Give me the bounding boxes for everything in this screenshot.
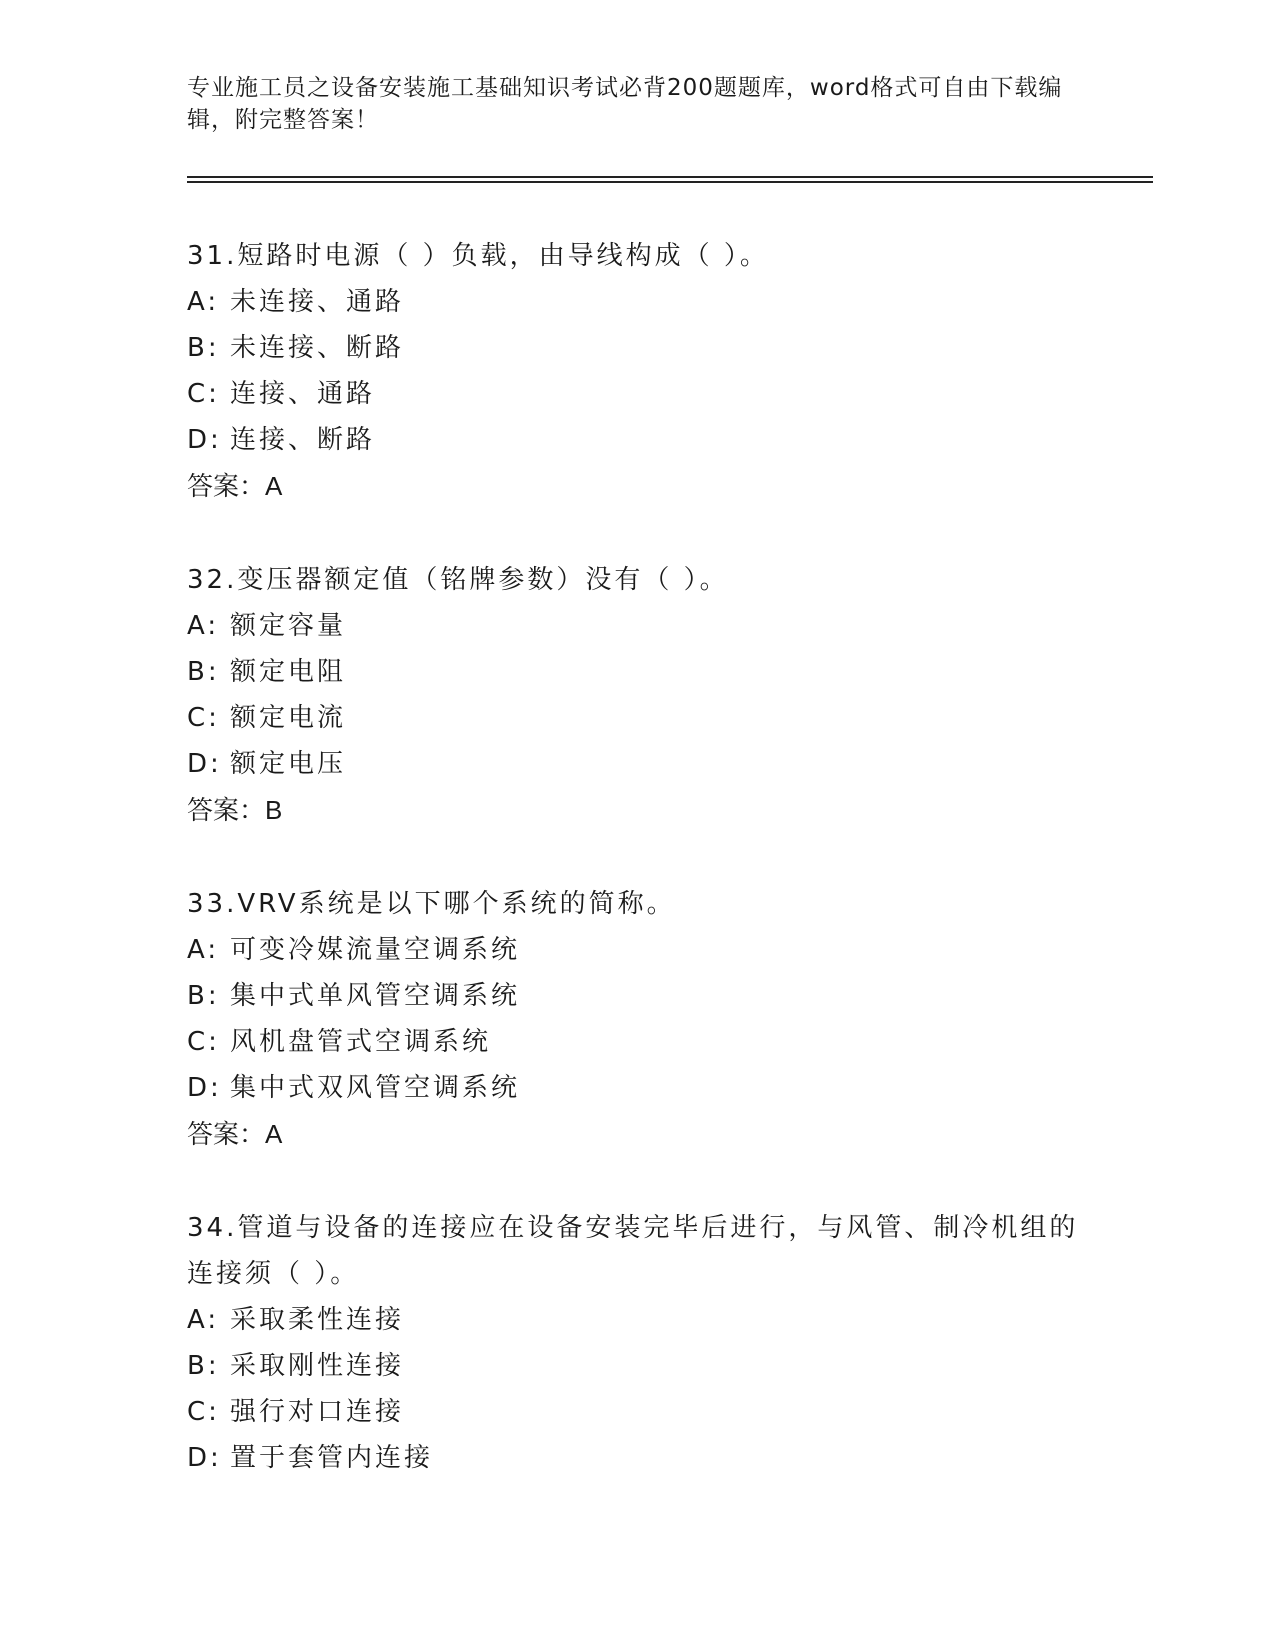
option-letter: B:	[187, 333, 220, 363]
header-divider-bottom	[187, 181, 1153, 183]
question-34	[187, 1205, 1087, 1481]
option-a	[187, 927, 1087, 973]
question-31	[187, 233, 1087, 509]
option-text: 集中式单风管空调系统	[230, 981, 521, 1011]
option-letter: C:	[187, 379, 220, 409]
option-b	[187, 649, 1087, 695]
option-text: 风机盘管式空调系统	[230, 1027, 492, 1057]
answer-text: 答案：B	[187, 795, 283, 825]
option-text: 额定电阻	[230, 657, 347, 687]
option-letter: A:	[187, 935, 220, 965]
question-stem: 33.VRV系统是以下哪个系统的简称。	[187, 889, 676, 919]
option-letter: D:	[187, 749, 222, 779]
option-letter: D:	[187, 1443, 222, 1473]
option-c	[187, 1019, 1087, 1065]
option-letter: A:	[187, 611, 220, 641]
option-letter: B:	[187, 1351, 220, 1381]
document-title: 专业施工员之设备安装施工基础知识考试必背200题题库，word格式可自由下载编辑，附完整答案！	[187, 75, 1063, 133]
option-letter: C:	[187, 1397, 220, 1427]
option-b	[187, 973, 1087, 1019]
option-text: 连接、断路	[230, 425, 376, 455]
question-stem: 32.变压器额定值（铭牌参数）没有（ ）。	[187, 565, 729, 595]
option-text: 额定电流	[230, 703, 347, 733]
option-text: 额定容量	[230, 611, 347, 641]
option-letter: A:	[187, 1305, 220, 1335]
option-text: 置于套管内连接	[230, 1443, 434, 1473]
header-divider-top	[187, 176, 1153, 178]
option-c	[187, 695, 1087, 741]
option-d	[187, 417, 1087, 463]
document-header	[187, 72, 1087, 136]
option-letter: C:	[187, 1027, 220, 1057]
option-text: 采取柔性连接	[230, 1305, 405, 1335]
question-stem: 34.管道与设备的连接应在设备安装完毕后进行，与风管、制冷机组的连接须（ ）。	[187, 1213, 1079, 1289]
option-a	[187, 603, 1087, 649]
option-b	[187, 1343, 1087, 1389]
question-33	[187, 881, 1087, 1157]
option-text: 未连接、通路	[230, 287, 405, 317]
option-letter: B:	[187, 657, 220, 687]
option-d	[187, 1065, 1087, 1111]
option-text: 连接、通路	[230, 379, 376, 409]
answer-text: 答案：A	[187, 471, 283, 501]
option-letter: D:	[187, 1073, 222, 1103]
option-letter: A:	[187, 287, 220, 317]
option-c	[187, 1389, 1087, 1435]
option-text: 采取刚性连接	[230, 1351, 405, 1381]
option-text: 额定电压	[230, 749, 347, 779]
option-d	[187, 741, 1087, 787]
answer-text: 答案：A	[187, 1119, 283, 1149]
option-d	[187, 1435, 1087, 1481]
option-a	[187, 279, 1087, 325]
question-list	[187, 233, 1087, 1529]
option-text: 未连接、断路	[230, 333, 405, 363]
option-text: 集中式双风管空调系统	[230, 1073, 521, 1103]
option-letter: C:	[187, 703, 220, 733]
option-letter: B:	[187, 981, 220, 1011]
option-b	[187, 325, 1087, 371]
option-letter: D:	[187, 425, 222, 455]
option-text: 强行对口连接	[230, 1397, 405, 1427]
option-text: 可变冷媒流量空调系统	[230, 935, 521, 965]
question-stem: 31.短路时电源（ ）负载，由导线构成（ ）。	[187, 241, 769, 271]
option-c	[187, 371, 1087, 417]
question-32	[187, 557, 1087, 833]
option-a	[187, 1297, 1087, 1343]
